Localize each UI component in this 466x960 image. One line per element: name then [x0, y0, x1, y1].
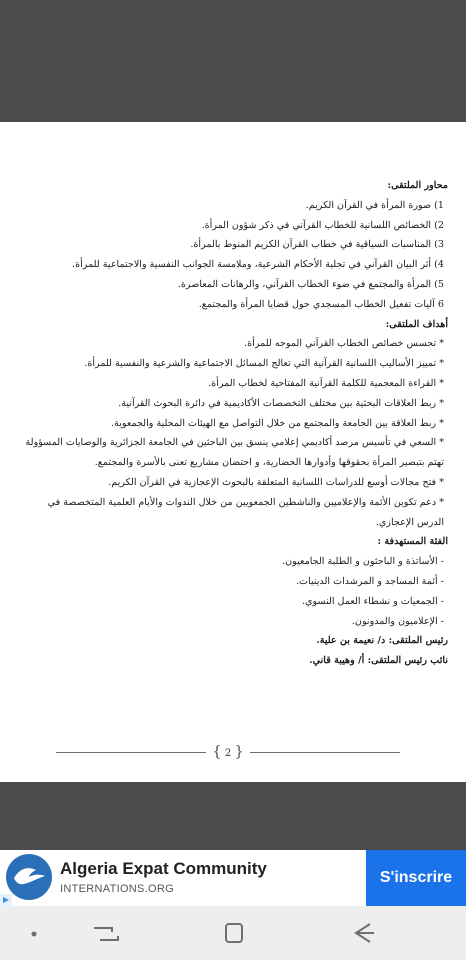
document-line: تهتم بتبصير المرأة بحقوقها وأدوارها الحضارية، و احتضان مشاريع تعنى بالأسرة والمجتمع.: [94, 457, 444, 469]
ad-title[interactable]: Algeria Expat Community: [60, 859, 267, 878]
section-heading: أهداف الملتقى:: [385, 318, 448, 330]
document-line: * تمييز الأساليب اللسانية القرآنية التي تعالج المسائل الاجتماعية والشرعية والنفسية للمرأة.: [84, 358, 444, 370]
section-heading: رئيس الملتقى: د/ نعيمة بن علية.: [316, 635, 448, 647]
document-line: 1) صورة المرأة في القرآن الكريم.: [305, 199, 444, 211]
viewer-bottom-background: [0, 782, 466, 850]
document-line: 3) المناسبات السياقية في خطاب القرآن الكريم المنوط بالمرأة.: [190, 239, 444, 251]
document-line: * فتح مجالات أوسع للدراسات اللسانية المتعلقة بالبحوث الإعجازية في القرآن الكريم.: [108, 476, 444, 488]
document-line: * ربط العلاقات البحثية بين مختلف التخصصات الأكاديمية في دائرة البحوث القرآنية.: [118, 397, 444, 409]
document-line: الدرس الإعجازي.: [375, 516, 444, 528]
document-line: * دعم تكوين الأئمة والإعلاميين والناشطين الجمعويين من خلال الندوات والأيام العلمية المتخصصة في: [47, 496, 444, 508]
bird-logo-icon[interactable]: [6, 854, 52, 900]
page-bracket-left: {: [212, 742, 222, 760]
ad-subtitle[interactable]: INTERNATIONS.ORG: [60, 883, 174, 895]
home-icon[interactable]: [216, 918, 252, 948]
back-icon[interactable]: [344, 918, 380, 948]
section-heading: نائب رئيس الملتقى: أ/ وهيبة قاني.: [309, 655, 448, 667]
document-line: 6 آليات تفعيل الخطاب المسجدي حول قضايا المرأة والمجتمع.: [198, 298, 444, 310]
section-heading: محاور الملتقى:: [387, 180, 448, 191]
document-line: 4) أثر البيان القرآني في تجلية الأحكام الشرعية، وملامسة الجوانب النفسية والاجتماعية للمرأة.: [72, 259, 444, 271]
document-line: * ربط العلاقة بين الجامعة والمجتمع من خلال التواصل مع الهيئات المحلية والجمعوية.: [111, 417, 444, 429]
page-bracket-right: }: [234, 742, 244, 760]
document-line: - الإعلاميون والمدونون.: [351, 615, 444, 627]
footer-rule-left: [56, 752, 206, 753]
document-line: * السعي في تأسيس مرصد أكاديمي إعلامي ينسق بين الباحثين في الجامعة الجزائرية والوصايات المسؤولة: [25, 437, 444, 449]
document-page: [0, 122, 466, 782]
document-line: 2) الخصائص اللسانية للخطاب القرآني في ذكر شؤون المرأة.: [201, 219, 444, 231]
document-content: [10, 176, 448, 671]
document-line: * القراءة المعجمية للكلمة القرآنية المفتاحية لخطاب المرأة.: [208, 377, 444, 389]
footer-rule-right: [250, 752, 400, 753]
section-heading: الفئة المستهدفة :: [377, 536, 448, 548]
page-number: [208, 742, 248, 760]
dot-icon[interactable]: [18, 918, 54, 948]
document-line: * تحسس خصائص الخطاب القرآني الموجه للمرأة.: [244, 338, 444, 350]
document-line: - الأساتذة و الباحثون و الطلبة الجامعيون.: [282, 556, 444, 568]
page-number-value: 2: [224, 748, 232, 759]
ad-choices-icon[interactable]: [0, 894, 12, 906]
ad-banner[interactable]: [0, 850, 466, 906]
document-line: - الجمعيات و نشطاء العمل النسوي.: [301, 595, 444, 607]
recent-apps-icon[interactable]: [88, 918, 124, 948]
document-line: - أئمة المساجد و المرشدات الدينيات.: [295, 575, 444, 587]
system-navigation-bar: [0, 906, 466, 960]
viewer-top-background: [0, 0, 466, 122]
subscribe-button[interactable]: S'inscrire: [366, 850, 466, 906]
document-line: 5) المرأة والمجتمع في ضوء الخطاب القرآني، والرهانات المعاصرة.: [177, 278, 444, 290]
